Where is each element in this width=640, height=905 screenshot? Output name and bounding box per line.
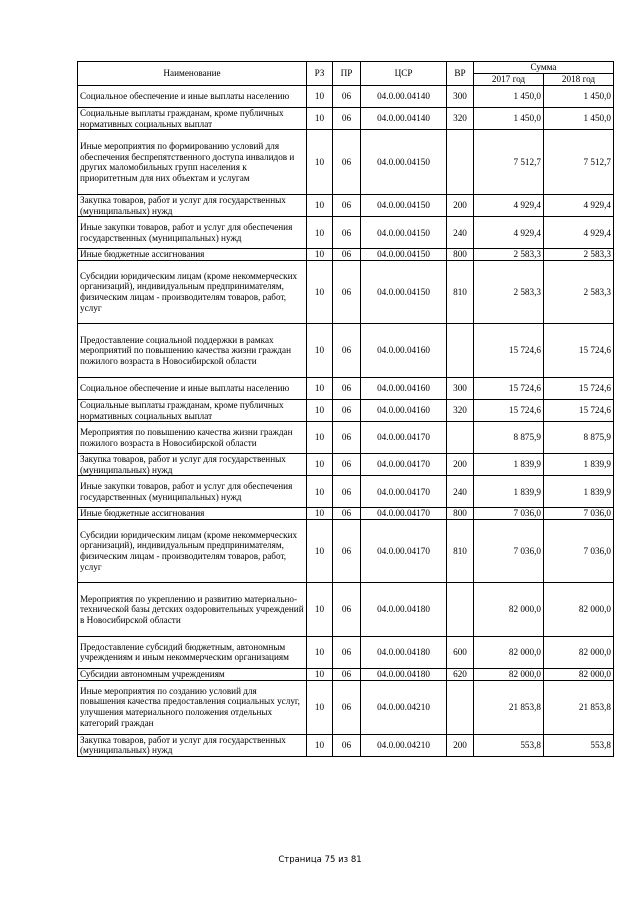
row-vr-cell: 800 bbox=[447, 249, 474, 261]
row-csr-cell: 04.0.00.04150 bbox=[361, 195, 447, 217]
row-csr-cell: 04.0.00.04180 bbox=[361, 668, 447, 680]
row-sum-2017-cell: 1 839,9 bbox=[474, 476, 544, 508]
row-sum-2018-cell: 1 450,0 bbox=[544, 86, 614, 108]
row-name-cell: Иные закупки товаров, работ и услуг для обеспечения государственных (муниципальных) нужд bbox=[78, 217, 307, 249]
row-rz-cell: 10 bbox=[307, 636, 333, 668]
row-vr-cell bbox=[447, 422, 474, 454]
table-row bbox=[78, 217, 614, 249]
row-vr-cell: 300 bbox=[447, 86, 474, 108]
row-vr-cell bbox=[447, 582, 474, 636]
row-pr-cell: 06 bbox=[333, 519, 361, 582]
row-sum-2018-cell: 8 875,9 bbox=[544, 422, 614, 454]
row-csr-cell: 04.0.00.04140 bbox=[361, 108, 447, 130]
row-name-cell: Иные бюджетные ассигнования bbox=[78, 249, 307, 261]
row-pr-cell: 06 bbox=[333, 323, 361, 377]
table-row bbox=[78, 260, 614, 323]
row-sum-2017-cell: 7 036,0 bbox=[474, 508, 544, 520]
row-name-cell: Субсидии юридическим лицам (кроме некоммерческих организаций), индивидуальным предпринимателям, физическим лицам - производителям товаров, работ, услуг bbox=[78, 519, 307, 582]
header-year-2018: 2018 год bbox=[544, 74, 614, 86]
row-rz-cell: 10 bbox=[307, 260, 333, 323]
row-sum-2017-cell: 2 583,3 bbox=[474, 260, 544, 323]
row-sum-2018-cell: 2 583,3 bbox=[544, 249, 614, 261]
row-sum-2017-cell: 7 036,0 bbox=[474, 519, 544, 582]
row-vr-cell: 200 bbox=[447, 195, 474, 217]
row-sum-2017-cell: 15 724,6 bbox=[474, 377, 544, 399]
row-sum-2018-cell: 1 450,0 bbox=[544, 108, 614, 130]
row-name-cell: Социальное обеспечение и иные выплаты населению bbox=[78, 377, 307, 399]
row-vr-cell: 800 bbox=[447, 508, 474, 520]
row-csr-cell: 04.0.00.04160 bbox=[361, 323, 447, 377]
row-csr-cell: 04.0.00.04170 bbox=[361, 422, 447, 454]
row-rz-cell: 10 bbox=[307, 377, 333, 399]
row-sum-2018-cell: 4 929,4 bbox=[544, 217, 614, 249]
row-sum-2018-cell: 21 853,8 bbox=[544, 680, 614, 734]
row-name-cell: Мероприятия по укреплению и развитию материально-технической базы детских оздоровительных учреждений в Новосибирской области bbox=[78, 582, 307, 636]
row-sum-2018-cell: 82 000,0 bbox=[544, 582, 614, 636]
row-name-cell: Закупка товаров, работ и услуг для государственных (муниципальных) нужд bbox=[78, 454, 307, 476]
header-vr: ВР bbox=[447, 62, 474, 86]
row-pr-cell: 06 bbox=[333, 454, 361, 476]
table-row bbox=[78, 422, 614, 454]
row-pr-cell: 06 bbox=[333, 260, 361, 323]
row-vr-cell bbox=[447, 680, 474, 734]
row-csr-cell: 04.0.00.04150 bbox=[361, 249, 447, 261]
row-sum-2018-cell: 82 000,0 bbox=[544, 636, 614, 668]
row-csr-cell: 04.0.00.04150 bbox=[361, 260, 447, 323]
row-sum-2018-cell: 15 724,6 bbox=[544, 399, 614, 421]
row-csr-cell: 04.0.00.04160 bbox=[361, 377, 447, 399]
row-pr-cell: 06 bbox=[333, 377, 361, 399]
header-name: Наименование bbox=[78, 62, 307, 86]
row-sum-2017-cell: 21 853,8 bbox=[474, 680, 544, 734]
row-rz-cell: 10 bbox=[307, 680, 333, 734]
row-pr-cell: 06 bbox=[333, 399, 361, 421]
row-rz-cell: 10 bbox=[307, 519, 333, 582]
row-csr-cell: 04.0.00.04210 bbox=[361, 734, 447, 756]
table-row bbox=[78, 86, 614, 108]
row-pr-cell: 06 bbox=[333, 668, 361, 680]
row-vr-cell bbox=[447, 130, 474, 195]
row-pr-cell: 06 bbox=[333, 130, 361, 195]
row-rz-cell: 10 bbox=[307, 668, 333, 680]
header-rz: РЗ bbox=[307, 62, 333, 86]
row-sum-2017-cell: 15 724,6 bbox=[474, 399, 544, 421]
page-number: Страница 75 из 81 bbox=[278, 855, 362, 865]
table-row bbox=[78, 519, 614, 582]
row-sum-2017-cell: 1 450,0 bbox=[474, 108, 544, 130]
row-rz-cell: 10 bbox=[307, 422, 333, 454]
row-pr-cell: 06 bbox=[333, 582, 361, 636]
row-rz-cell: 10 bbox=[307, 86, 333, 108]
table-row bbox=[78, 508, 614, 520]
row-csr-cell: 04.0.00.04180 bbox=[361, 636, 447, 668]
row-name-cell: Предоставление субсидий бюджетным, автономным учреждениям и иным некоммерческим организациям bbox=[78, 636, 307, 668]
row-rz-cell: 10 bbox=[307, 108, 333, 130]
row-pr-cell: 06 bbox=[333, 195, 361, 217]
row-sum-2018-cell: 7 036,0 bbox=[544, 508, 614, 520]
row-name-cell: Социальные выплаты гражданам, кроме публичных нормативных социальных выплат bbox=[78, 399, 307, 421]
header-year-2017: 2017 год bbox=[474, 74, 544, 86]
table-row bbox=[78, 476, 614, 508]
row-sum-2018-cell: 2 583,3 bbox=[544, 260, 614, 323]
row-sum-2017-cell: 1 839,9 bbox=[474, 454, 544, 476]
row-vr-cell: 200 bbox=[447, 734, 474, 756]
row-sum-2018-cell: 4 929,4 bbox=[544, 195, 614, 217]
row-rz-cell: 10 bbox=[307, 399, 333, 421]
row-sum-2018-cell: 15 724,6 bbox=[544, 323, 614, 377]
row-sum-2018-cell: 1 839,9 bbox=[544, 476, 614, 508]
row-name-cell: Социальное обеспечение и иные выплаты населению bbox=[78, 86, 307, 108]
row-sum-2017-cell: 2 583,3 bbox=[474, 249, 544, 261]
row-pr-cell: 06 bbox=[333, 680, 361, 734]
row-vr-cell: 810 bbox=[447, 260, 474, 323]
row-rz-cell: 10 bbox=[307, 217, 333, 249]
table-row bbox=[78, 249, 614, 261]
row-vr-cell: 320 bbox=[447, 399, 474, 421]
row-csr-cell: 04.0.00.04160 bbox=[361, 399, 447, 421]
row-rz-cell: 10 bbox=[307, 249, 333, 261]
row-sum-2017-cell: 8 875,9 bbox=[474, 422, 544, 454]
row-csr-cell: 04.0.00.04170 bbox=[361, 519, 447, 582]
row-pr-cell: 06 bbox=[333, 217, 361, 249]
row-vr-cell: 620 bbox=[447, 668, 474, 680]
row-sum-2017-cell: 7 512,7 bbox=[474, 130, 544, 195]
row-sum-2018-cell: 7 036,0 bbox=[544, 519, 614, 582]
row-sum-2017-cell: 82 000,0 bbox=[474, 668, 544, 680]
row-csr-cell: 04.0.00.04210 bbox=[361, 680, 447, 734]
row-pr-cell: 06 bbox=[333, 508, 361, 520]
row-rz-cell: 10 bbox=[307, 323, 333, 377]
table-row bbox=[78, 680, 614, 734]
table-row bbox=[78, 377, 614, 399]
header-row bbox=[78, 62, 614, 74]
row-vr-cell: 810 bbox=[447, 519, 474, 582]
table-row bbox=[78, 323, 614, 377]
row-pr-cell: 06 bbox=[333, 422, 361, 454]
row-sum-2017-cell: 553,8 bbox=[474, 734, 544, 756]
table-row bbox=[78, 195, 614, 217]
row-csr-cell: 04.0.00.04170 bbox=[361, 476, 447, 508]
row-csr-cell: 04.0.00.04150 bbox=[361, 217, 447, 249]
row-name-cell: Мероприятия по повышению качества жизни граждан пожилого возраста в Новосибирской области bbox=[78, 422, 307, 454]
row-name-cell: Предоставление социальной поддержки в рамках мероприятий по повышению качества жизни граждан пожилого возраста в Новосибирской области bbox=[78, 323, 307, 377]
row-name-cell: Закупка товаров, работ и услуг для государственных (муниципальных) нужд bbox=[78, 195, 307, 217]
row-sum-2017-cell: 4 929,4 bbox=[474, 217, 544, 249]
row-csr-cell: 04.0.00.04140 bbox=[361, 86, 447, 108]
row-sum-2017-cell: 1 450,0 bbox=[474, 86, 544, 108]
row-csr-cell: 04.0.00.04180 bbox=[361, 582, 447, 636]
row-sum-2018-cell: 7 512,7 bbox=[544, 130, 614, 195]
row-sum-2017-cell: 82 000,0 bbox=[474, 636, 544, 668]
row-rz-cell: 10 bbox=[307, 476, 333, 508]
row-pr-cell: 06 bbox=[333, 249, 361, 261]
row-name-cell: Закупка товаров, работ и услуг для государственных (муниципальных) нужд bbox=[78, 734, 307, 756]
row-name-cell: Иные закупки товаров, работ и услуг для обеспечения государственных (муниципальных) нужд bbox=[78, 476, 307, 508]
row-rz-cell: 10 bbox=[307, 734, 333, 756]
row-name-cell: Субсидии юридическим лицам (кроме некоммерческих организаций), индивидуальным предпринимателям, физическим лицам - производителям товаров, работ, услуг bbox=[78, 260, 307, 323]
row-rz-cell: 10 bbox=[307, 130, 333, 195]
row-vr-cell: 240 bbox=[447, 476, 474, 508]
row-name-cell: Субсидии автономным учреждениям bbox=[78, 668, 307, 680]
row-vr-cell: 300 bbox=[447, 377, 474, 399]
row-pr-cell: 06 bbox=[333, 636, 361, 668]
row-vr-cell: 240 bbox=[447, 217, 474, 249]
row-vr-cell bbox=[447, 323, 474, 377]
row-csr-cell: 04.0.00.04170 bbox=[361, 454, 447, 476]
row-rz-cell: 10 bbox=[307, 454, 333, 476]
table-row bbox=[78, 668, 614, 680]
row-name-cell: Иные мероприятия по формированию условий для обеспечения беспрепятственного доступа инвалидов и других маломобильных групп населения к приоритетным для них объектам и услугам bbox=[78, 130, 307, 195]
row-pr-cell: 06 bbox=[333, 86, 361, 108]
row-pr-cell: 06 bbox=[333, 108, 361, 130]
table-row bbox=[78, 454, 614, 476]
row-name-cell: Иные мероприятия по созданию условий для повышения качества предоставления социальных услуг, улучшения материального положения отдельных категорий граждан bbox=[78, 680, 307, 734]
row-sum-2017-cell: 4 929,4 bbox=[474, 195, 544, 217]
header-pr: ПР bbox=[333, 62, 361, 86]
row-name-cell: Иные бюджетные ассигнования bbox=[78, 508, 307, 520]
table-row bbox=[78, 734, 614, 756]
row-pr-cell: 06 bbox=[333, 476, 361, 508]
row-pr-cell: 06 bbox=[333, 734, 361, 756]
row-csr-cell: 04.0.00.04150 bbox=[361, 130, 447, 195]
row-rz-cell: 10 bbox=[307, 195, 333, 217]
row-sum-2018-cell: 15 724,6 bbox=[544, 377, 614, 399]
row-vr-cell: 320 bbox=[447, 108, 474, 130]
table-row bbox=[78, 636, 614, 668]
row-sum-2018-cell: 553,8 bbox=[544, 734, 614, 756]
row-sum-2018-cell: 1 839,9 bbox=[544, 454, 614, 476]
row-sum-2018-cell: 82 000,0 bbox=[544, 668, 614, 680]
table-row bbox=[78, 130, 614, 195]
table-row bbox=[78, 399, 614, 421]
row-sum-2017-cell: 15 724,6 bbox=[474, 323, 544, 377]
budget-table bbox=[77, 61, 614, 757]
row-name-cell: Социальные выплаты гражданам, кроме публичных нормативных социальных выплат bbox=[78, 108, 307, 130]
row-vr-cell: 600 bbox=[447, 636, 474, 668]
table-row bbox=[78, 582, 614, 636]
row-csr-cell: 04.0.00.04170 bbox=[361, 508, 447, 520]
header-sum: Сумма bbox=[474, 62, 614, 74]
row-rz-cell: 10 bbox=[307, 508, 333, 520]
table-row bbox=[78, 108, 614, 130]
header-csr: ЦСР bbox=[361, 62, 447, 86]
row-sum-2017-cell: 82 000,0 bbox=[474, 582, 544, 636]
row-vr-cell: 200 bbox=[447, 454, 474, 476]
row-rz-cell: 10 bbox=[307, 582, 333, 636]
